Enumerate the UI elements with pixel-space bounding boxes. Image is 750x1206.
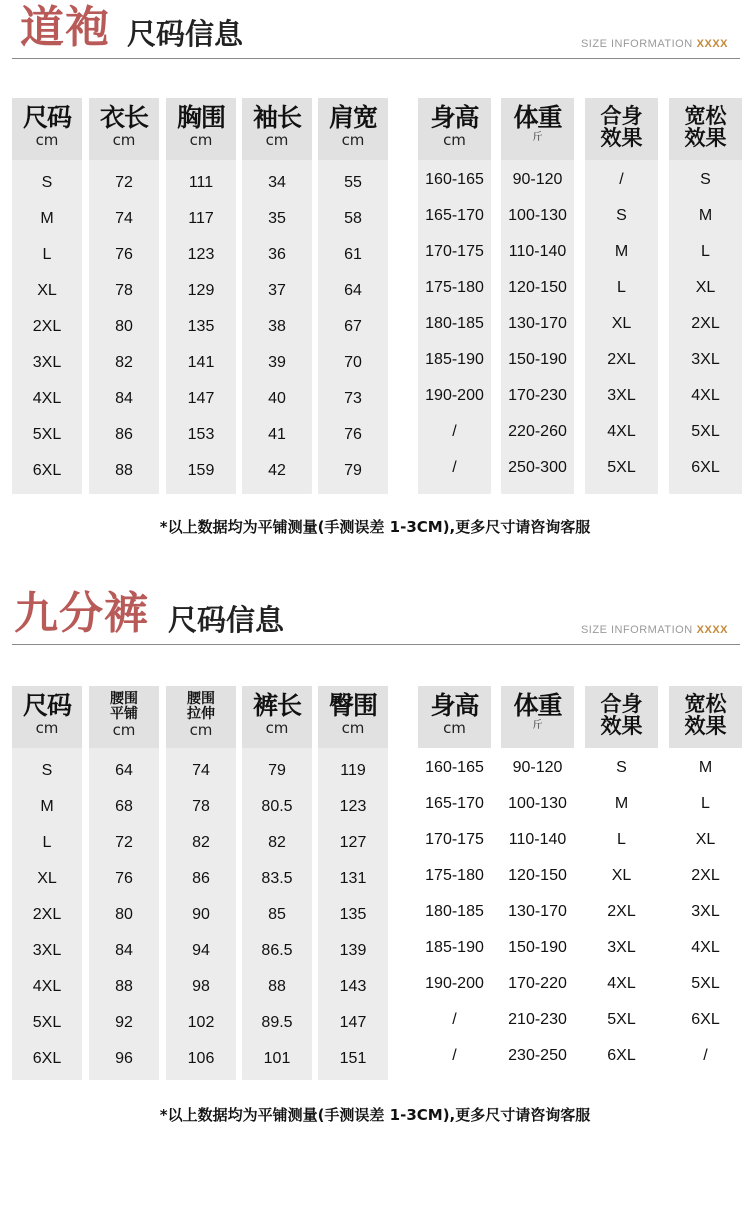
pants-left-2-header <box>166 686 236 748</box>
size-information-label <box>581 624 728 636</box>
header-name: 衣长 <box>99 103 148 132</box>
size-information-label <box>581 38 728 50</box>
robe-left-4-column <box>318 98 388 494</box>
table-cell: L <box>617 279 626 296</box>
table-cell: 37 <box>268 282 286 299</box>
pants-right-2-column <box>585 686 658 1086</box>
table-cell: 5XL <box>607 1011 636 1028</box>
table-cell: 79 <box>344 462 362 479</box>
table-cell: 70 <box>344 354 362 371</box>
pants-subtitle: 尺码信息 <box>168 603 285 637</box>
table-cell: 86 <box>115 426 133 443</box>
robe-right-0-header <box>418 98 491 160</box>
table-cell: 150-190 <box>508 939 567 956</box>
robe-right-3-header <box>669 98 742 160</box>
robe-left-2-header <box>166 98 236 160</box>
robe-right-1-column <box>501 98 574 494</box>
table-cell: 170-175 <box>425 243 484 260</box>
header-name: 合身 <box>600 692 643 716</box>
robe-right-2-header <box>585 98 658 160</box>
table-cell: 110-140 <box>508 831 567 848</box>
header-name: 肩宽 <box>328 103 377 132</box>
table-cell: 2XL <box>691 867 720 884</box>
robe-measure-note: *以上数据均为平铺测量(手测误差 1-3CM),更多尺寸请咨询客服 <box>159 518 591 536</box>
header-name: 臀围 <box>328 691 377 720</box>
table-cell: 119 <box>340 762 366 779</box>
header-unit: cm <box>341 131 365 149</box>
table-cell: 82 <box>115 354 133 371</box>
robe-left-3-header <box>242 98 312 160</box>
header-unit: cm <box>265 719 289 737</box>
table-cell: 135 <box>339 906 367 923</box>
header-unit: cm <box>35 719 59 737</box>
pants-title: 九分裤 <box>14 588 149 639</box>
table-cell: 94 <box>192 942 210 959</box>
robe-right-1-header <box>501 98 574 160</box>
header-unit: cm <box>189 131 213 149</box>
table-cell: 130-170 <box>508 315 567 332</box>
table-cell: 170-175 <box>425 831 484 848</box>
table-cell: 88 <box>115 462 133 479</box>
table-cell: / <box>452 1011 457 1028</box>
table-cell: XL <box>611 315 632 332</box>
table-cell: 4XL <box>691 387 720 404</box>
pants-measure-note: *以上数据均为平铺测量(手测误差 1-3CM),更多尺寸请咨询客服 <box>159 1106 591 1124</box>
pants-left-3-header <box>242 686 312 748</box>
size-information-suffix: XXXX <box>696 38 728 50</box>
table-cell: L <box>42 246 52 263</box>
table-cell: 98 <box>192 978 210 995</box>
table-cell: 67 <box>344 318 362 335</box>
robe-subtitle: 尺码信息 <box>127 17 244 51</box>
table-cell: 86 <box>192 870 210 887</box>
table-cell: / <box>452 1047 457 1064</box>
pants-right-1-column <box>501 686 574 1086</box>
table-cell: 220-260 <box>508 423 567 440</box>
table-cell: 170-220 <box>508 975 567 992</box>
table-cell: 35 <box>268 210 286 227</box>
header-name: 尺码 <box>22 103 71 132</box>
table-cell: 185-190 <box>425 939 484 956</box>
table-cell: 175-180 <box>425 279 484 296</box>
pants-right-3-header <box>669 686 742 748</box>
table-cell: / <box>703 1047 708 1064</box>
table-cell: 135 <box>187 318 215 335</box>
table-cell: 90 <box>192 906 210 923</box>
header-unit: 斤 <box>532 720 543 731</box>
table-cell: 88 <box>115 978 133 995</box>
title-divider <box>12 644 740 645</box>
table-cell: / <box>619 171 624 188</box>
table-cell: 160-165 <box>425 171 484 188</box>
table-cell: / <box>452 423 457 440</box>
table-cell: 82 <box>268 834 286 851</box>
robe-left-3-column <box>242 98 312 494</box>
table-cell: 4XL <box>691 939 720 956</box>
header-name: 腰围 <box>110 691 138 707</box>
table-cell: 40 <box>268 390 286 407</box>
table-cell: M <box>40 210 54 227</box>
table-cell: 3XL <box>32 354 62 371</box>
header-name-2: 效果 <box>684 714 727 738</box>
pants-right-0-header <box>418 686 491 748</box>
table-cell: / <box>452 459 457 476</box>
table-cell: 165-170 <box>425 795 484 812</box>
table-cell: 230-250 <box>508 1047 567 1064</box>
table-cell: 190-200 <box>425 387 484 404</box>
table-cell: 96 <box>115 1050 133 1067</box>
table-cell: L <box>617 831 626 848</box>
table-cell: M <box>40 798 54 815</box>
table-cell: 131 <box>339 870 367 887</box>
table-cell: 80.5 <box>261 798 293 815</box>
table-cell: 250-300 <box>508 459 567 476</box>
pants-left-1-header <box>89 686 159 748</box>
table-cell: 127 <box>339 834 367 851</box>
table-cell: 36 <box>268 246 286 263</box>
table-cell: L <box>701 243 710 260</box>
table-cell: 4XL <box>607 975 636 992</box>
table-cell: 76 <box>115 870 133 887</box>
table-cell: 6XL <box>32 462 62 479</box>
table-cell: 88 <box>268 978 286 995</box>
table-cell: 185-190 <box>425 351 484 368</box>
header-name: 腰围 <box>187 691 215 707</box>
table-cell: 85 <box>268 906 286 923</box>
table-cell: 110-140 <box>508 243 567 260</box>
table-cell: 2XL <box>607 351 636 368</box>
header-unit: cm <box>341 719 365 737</box>
table-cell: 76 <box>115 246 133 263</box>
header-name-2: 效果 <box>600 714 643 738</box>
pants-left-4-column <box>318 686 388 1080</box>
table-cell: 160-165 <box>425 759 484 776</box>
pants-left-2-column <box>166 686 236 1080</box>
header-name: 身高 <box>430 103 479 132</box>
table-cell: 5XL <box>607 459 636 476</box>
table-cell: 92 <box>115 1014 133 1031</box>
robe-left-2-column <box>166 98 236 494</box>
table-cell: L <box>42 834 52 851</box>
table-cell: 74 <box>192 762 210 779</box>
table-cell: 100-130 <box>508 795 567 812</box>
header-unit: cm <box>265 131 289 149</box>
pants-left-0-column <box>12 686 82 1080</box>
table-cell: 6XL <box>691 1011 720 1028</box>
table-cell: 76 <box>344 426 362 443</box>
table-cell: 64 <box>115 762 133 779</box>
table-cell: 58 <box>344 210 362 227</box>
pants-left-0-header <box>12 686 82 748</box>
table-cell: 3XL <box>32 942 62 959</box>
header-name: 袖长 <box>252 103 301 132</box>
table-cell: 64 <box>344 282 362 299</box>
table-cell: 6XL <box>32 1050 62 1067</box>
robe-left-1-column <box>89 98 159 494</box>
table-cell: 123 <box>339 798 367 815</box>
header-name: 合身 <box>600 104 643 128</box>
header-name-2: 效果 <box>684 126 727 150</box>
robe-left-0-header <box>12 98 82 160</box>
table-cell: 74 <box>115 210 133 227</box>
table-cell: 120-150 <box>508 867 567 884</box>
table-cell: 165-170 <box>425 207 484 224</box>
table-cell: S <box>41 762 53 779</box>
table-cell: 150-190 <box>508 351 567 368</box>
table-cell: S <box>616 207 627 224</box>
header-name: 宽松 <box>684 104 727 128</box>
table-cell: 175-180 <box>425 867 484 884</box>
pants-right-0-column <box>418 686 491 1086</box>
table-cell: 143 <box>339 978 367 995</box>
pants-right-3-column <box>669 686 742 1086</box>
table-cell: 130-170 <box>508 903 567 920</box>
table-cell: 151 <box>339 1050 367 1067</box>
header-name: 体重 <box>513 691 562 720</box>
table-cell: 3XL <box>691 903 720 920</box>
table-cell: 73 <box>344 390 362 407</box>
table-cell: 55 <box>344 174 362 191</box>
table-cell: 3XL <box>607 939 636 956</box>
table-cell: 106 <box>187 1050 215 1067</box>
table-cell: 100-130 <box>508 207 567 224</box>
table-cell: 78 <box>115 282 133 299</box>
table-cell: 139 <box>339 942 367 959</box>
robe-title-row <box>0 0 750 62</box>
table-cell: S <box>41 174 53 191</box>
table-cell: 2XL <box>607 903 636 920</box>
table-cell: 34 <box>268 174 286 191</box>
pants-left-4-header <box>318 686 388 748</box>
table-cell: 147 <box>339 1014 367 1031</box>
table-cell: XL <box>611 867 632 884</box>
table-cell: 2XL <box>32 318 62 335</box>
table-cell: 38 <box>268 318 286 335</box>
table-cell: 80 <box>115 318 133 335</box>
table-cell: M <box>698 207 713 224</box>
header-name: 尺码 <box>22 691 71 720</box>
header-name: 裤长 <box>252 691 301 720</box>
table-cell: 78 <box>192 798 210 815</box>
table-cell: 2XL <box>691 315 720 332</box>
table-cell: 90-120 <box>512 759 563 776</box>
table-cell: 153 <box>187 426 215 443</box>
table-cell: 117 <box>188 210 214 227</box>
table-cell: 170-230 <box>508 387 567 404</box>
robe-title: 道袍 <box>20 2 110 53</box>
header-unit: cm <box>189 721 213 739</box>
table-cell: 3XL <box>691 351 720 368</box>
robe-right-0-column <box>418 98 491 494</box>
table-cell: 4XL <box>32 390 62 407</box>
robe-right-3-column <box>669 98 742 494</box>
table-cell: 120-150 <box>508 279 567 296</box>
size-information-text: SIZE INFORMATION <box>580 624 693 636</box>
table-cell: 5XL <box>691 423 720 440</box>
table-cell: XL <box>695 279 716 296</box>
header-name-2: 平铺 <box>110 706 138 722</box>
table-cell: 180-185 <box>425 315 484 332</box>
header-name: 身高 <box>430 691 479 720</box>
table-cell: 6XL <box>607 1047 636 1064</box>
robe-right-2-column <box>585 98 658 494</box>
table-cell: 5XL <box>32 426 62 443</box>
table-cell: 180-185 <box>425 903 484 920</box>
table-cell: 39 <box>268 354 286 371</box>
table-cell: 5XL <box>32 1014 62 1031</box>
table-cell: 147 <box>187 390 215 407</box>
table-cell: 123 <box>187 246 215 263</box>
table-cell: S <box>616 759 627 776</box>
header-name-2: 拉伸 <box>187 706 215 722</box>
size-information-text: SIZE INFORMATION <box>580 38 693 50</box>
table-cell: XL <box>37 870 57 887</box>
table-cell: 72 <box>115 174 133 191</box>
table-cell: 72 <box>115 834 133 851</box>
table-cell: 90-120 <box>512 171 563 188</box>
table-cell: 80 <box>115 906 133 923</box>
header-name: 宽松 <box>684 692 727 716</box>
table-cell: 83.5 <box>261 870 293 887</box>
table-cell: 84 <box>115 390 133 407</box>
header-unit: 斤 <box>532 132 543 143</box>
table-cell: 68 <box>115 798 133 815</box>
robe-left-1-header <box>89 98 159 160</box>
header-unit: cm <box>112 721 136 739</box>
table-cell: 2XL <box>32 906 62 923</box>
robe-left-4-header <box>318 98 388 160</box>
table-cell: 89.5 <box>261 1014 293 1031</box>
header-unit: cm <box>35 131 59 149</box>
table-cell: 101 <box>263 1050 291 1067</box>
table-cell: 159 <box>187 462 215 479</box>
table-cell: 141 <box>187 354 215 371</box>
title-divider <box>12 58 740 59</box>
table-cell: 41 <box>268 426 286 443</box>
table-cell: 6XL <box>691 459 720 476</box>
table-cell: M <box>614 243 629 260</box>
table-cell: 82 <box>192 834 210 851</box>
header-name: 胸围 <box>176 103 225 132</box>
table-cell: S <box>700 171 711 188</box>
table-cell: 5XL <box>691 975 720 992</box>
table-cell: 84 <box>115 942 133 959</box>
table-cell: L <box>701 795 710 812</box>
header-unit: cm <box>443 719 466 737</box>
pants-left-3-column <box>242 686 312 1080</box>
header-unit: cm <box>112 131 136 149</box>
header-name: 体重 <box>513 103 562 132</box>
table-cell: 3XL <box>607 387 636 404</box>
table-cell: M <box>698 759 713 776</box>
table-cell: 190-200 <box>425 975 484 992</box>
pants-right-1-header <box>501 686 574 748</box>
table-cell: 86.5 <box>261 942 293 959</box>
pants-left-1-column <box>89 686 159 1080</box>
pants-right-2-header <box>585 686 658 748</box>
robe-left-0-column <box>12 98 82 494</box>
table-cell: 111 <box>188 174 214 191</box>
table-cell: 129 <box>187 282 215 299</box>
pants-title-row <box>0 586 750 648</box>
table-cell: 102 <box>187 1014 215 1031</box>
table-cell: 61 <box>344 246 362 263</box>
header-name-2: 效果 <box>600 126 643 150</box>
table-cell: 42 <box>268 462 286 479</box>
table-cell: XL <box>37 282 57 299</box>
table-cell: 4XL <box>607 423 636 440</box>
table-cell: XL <box>695 831 716 848</box>
table-cell: 79 <box>268 762 286 779</box>
table-cell: 210-230 <box>508 1011 567 1028</box>
table-cell: 4XL <box>32 978 62 995</box>
size-information-suffix: XXXX <box>696 624 728 636</box>
table-cell: M <box>614 795 629 812</box>
header-unit: cm <box>443 131 466 149</box>
